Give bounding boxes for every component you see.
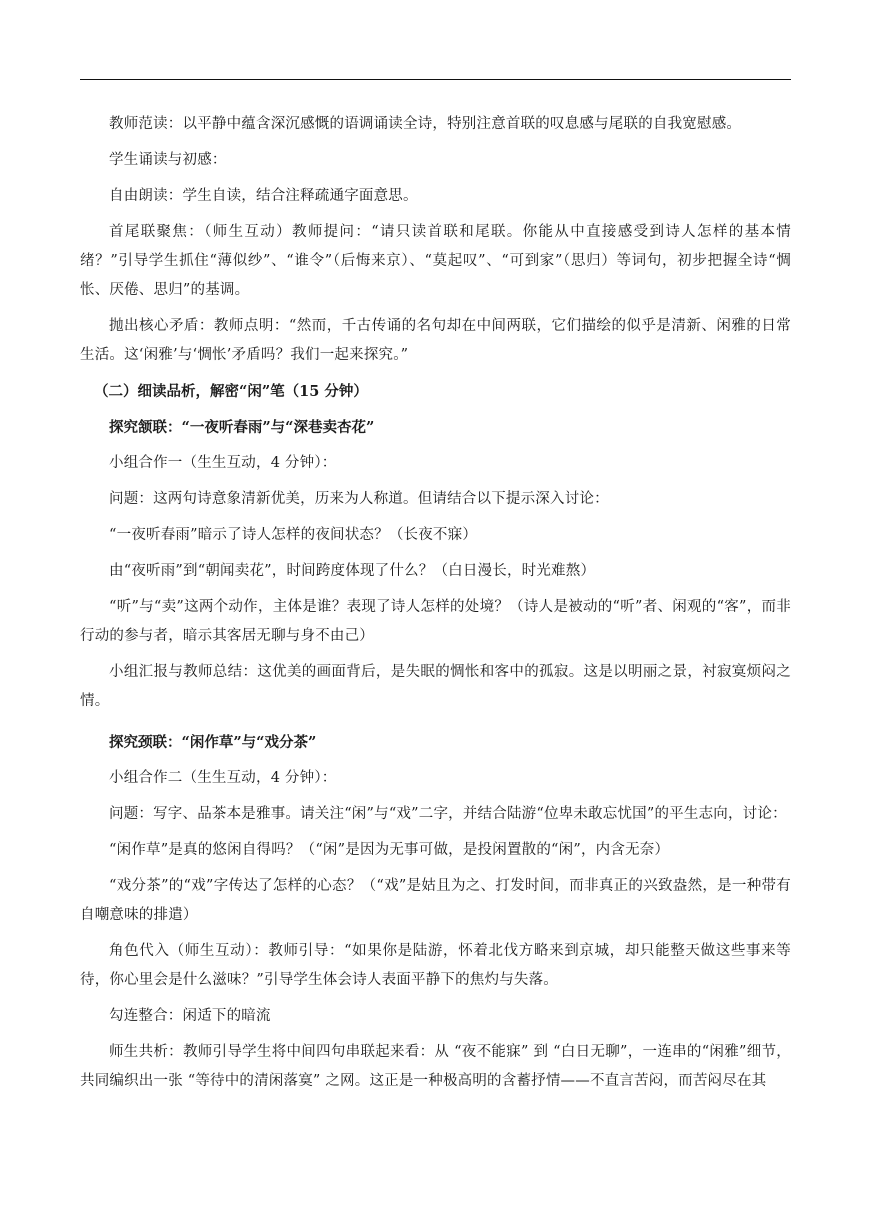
paragraph-prompt-5: “戏分茶”的“戏”字传达了怎样的心态？（“戏”是姑且为之、打发时间，而非真正的兴致盎然，是一种带有自嘲意味的排遣） [80, 878, 791, 923]
paragraph-core-contradiction: 抛出核心矛盾：教师点明：“然而，千古传诵的名句却在中间两联，它们描绘的似乎是清新、闲雅的日常生活。这‘闲雅’与‘惆怅’矛盾吗？我们一起来探究。” [80, 318, 791, 363]
paragraph-prompt-3: “听”与“卖”这两个动作，主体是谁？表现了诗人怎样的处境？（诗人是被动的“听”者、闲观的“客”，而非行动的参与者，暗示其客居无聊与身不由己） [80, 599, 791, 644]
paragraph-prompt-1: “一夜听春雨”暗示了诗人怎样的夜间状态？（长夜不寐） [109, 527, 478, 543]
paragraph-joint-analysis: 师生共析：教师引导学生将中间四句串联起来看：从 “夜不能寐” 到 “白日无聊”，一连串的“闲雅”细节，共同编织出一张 “等待中的清闲落寞” 之网。这正是一种极高明的含蓄抒情——不直言苦闷，而苦闷尽在其 [80, 1044, 791, 1089]
paragraph-student-reading: 学生诵读与初感： [109, 152, 227, 168]
paragraph-prompt-2: 由“夜听雨”到“朝闻卖花”，时间跨度体现了什么？（白日漫长，时光难熬） [109, 563, 596, 579]
paragraph-teacher-reading: 教师范读：以平静中蕴含深沉感慨的语调诵读全诗，特别注意首联的叹息感与尾联的自我宽慰感。 [109, 116, 742, 132]
section-heading-2: （二）细读品析，解密“闲”笔（15 分钟） [94, 383, 368, 400]
paragraph-group-work-1: 小组合作一（生生互动，4 分钟）： [109, 455, 337, 471]
subheading-hanlian: 探究颔联：“一夜听春雨”与“深巷卖杏花” [109, 419, 375, 436]
paragraph-integration: 勾连整合：闲适下的暗流 [109, 1008, 271, 1024]
document-body [80, 110, 791, 1096]
paragraph-question-2: 问题：写字、品茶本是雅事。请关注“闲”与“戏”二字，并结合陆游“位卑未敢忘忧国”的平生志向，讨论： [109, 806, 787, 822]
paragraph-summary-1: 小组汇报与教师总结：这优美的画面背后，是失眠的惆怅和客中的孤寂。这是以明丽之景，衬寂寞烦闷之情。 [80, 664, 791, 709]
paragraph-group-work-2: 小组合作二（生生互动，4 分钟）： [109, 770, 337, 786]
paragraph-question-1: 问题：这两句诗意象清新优美，历来为人称道。但请结合以下提示深入讨论： [109, 491, 609, 507]
paragraph-first-last-couplets: 首尾联聚焦：（师生互动）教师提问：“请只读首联和尾联。你能从中直接感受到诗人怎样的基本情绪？”引导学生抓住“薄似纱”、“谁令”（后悔来京）、“莫起叹”、“可到家”（思归）等词句，初步把握全诗“惆怅、厌倦、思归”的基调。 [80, 224, 791, 298]
paragraph-free-reading: 自由朗读：学生自读，结合注释疏通字面意思。 [109, 188, 418, 204]
paragraph-prompt-4: “闲作草”是真的悠闲自得吗？（“闲”是因为无事可做，是投闲置散的“闲”，内含无奈） [109, 842, 670, 858]
header-rule [80, 79, 791, 80]
paragraph-role-play: 角色代入（师生互动）：教师引导：“如果你是陆游，怀着北伐方略来到京城，却只能整天做这些事来等待，你心里会是什么滋味？”引导学生体会诗人表面平静下的焦灼与失落。 [80, 943, 791, 988]
subheading-jinglian: 探究颈联：“闲作草”与“戏分茶” [109, 734, 317, 751]
